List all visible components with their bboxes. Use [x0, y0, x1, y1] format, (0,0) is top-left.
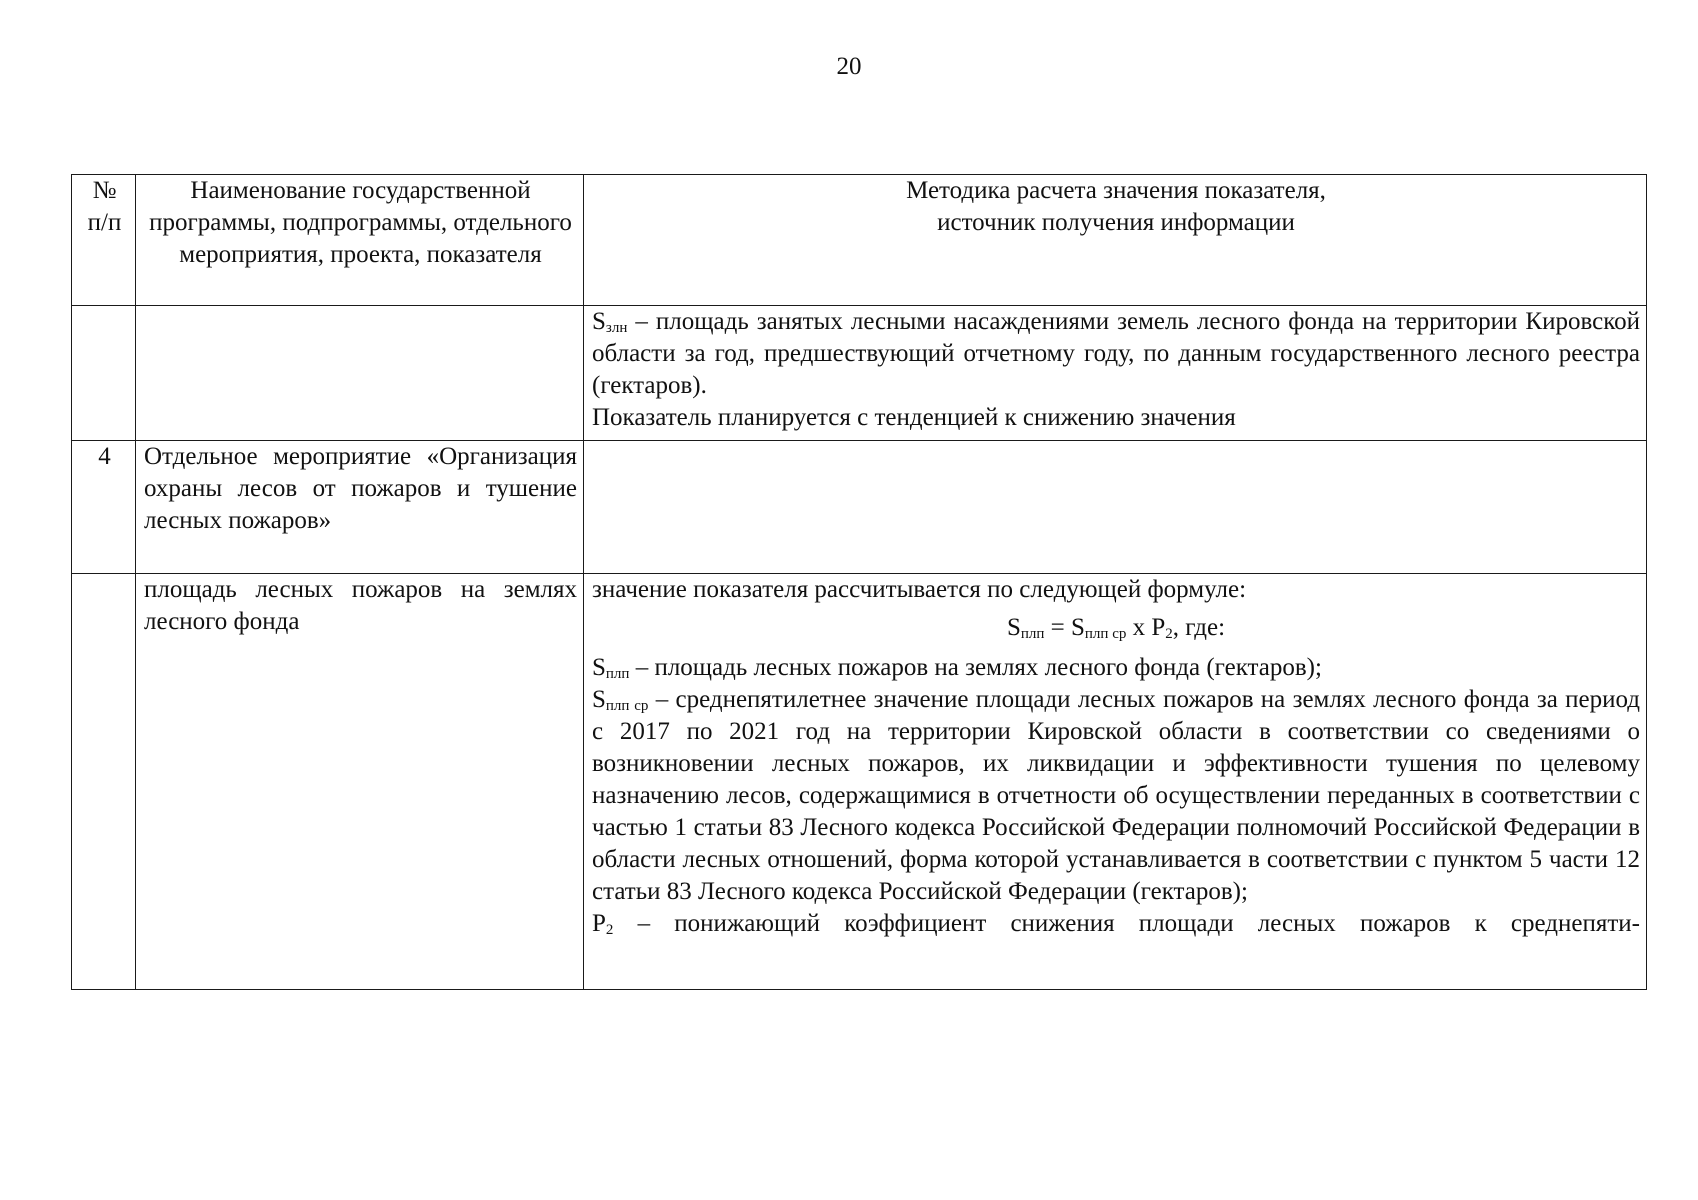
szln-symbol-subscript: злн: [605, 320, 628, 336]
page-number: 20: [836, 53, 862, 80]
formula: [592, 612, 1640, 644]
header-name-text: Наименование государственной программы, подпрограммы, отдельного мероприятия, проекта, показателя: [149, 177, 572, 268]
definition-splp-sr-text: – среднепятилетнее значение площади лесных пожаров на землях лесного фонда за период с 2017 по 2021 год на территории Кировской области в соответствии со сведениями о возникновении лесных пожаров, их ликвидации и эффективности тушения по целевому назначению лесов, содержащимися в отчетности об осуществлении переданных в соответствии с частью 1 статьи 83 Лесного кодекса Российской Федерации полномочий Российской Федерации в области лесных отношений, форма которой устанавливается в соответствии с пунктом 5 части 12 статьи 83 Лесного кодекса Российской Федерации (гектаров);: [592, 686, 1641, 905]
definition-splp-sr: [592, 684, 1640, 908]
indicator-methodology-table: [71, 174, 1647, 990]
header-number: [72, 175, 136, 306]
definition-splp-sr-symbol: S: [592, 686, 606, 713]
row-fire-area-number: [72, 574, 136, 990]
definition-splp-subscript: плп: [605, 666, 630, 682]
row-szln-name: [136, 306, 584, 441]
header-number-text: № п/п: [87, 177, 122, 236]
formula-sr-subscript: плп ср: [1084, 626, 1127, 642]
header-methodology-line2: источник получения информации: [937, 209, 1295, 236]
formula-equals: = S: [1044, 614, 1085, 641]
table-row-fire-area: [72, 574, 1647, 990]
definition-splp-text: – площадь лесных пожаров на землях лесного фонда (гектаров);: [629, 654, 1322, 681]
table-row-measure-4: [72, 441, 1647, 574]
header-name: [136, 175, 584, 306]
row-szln-methodology: [584, 306, 1647, 441]
szln-symbol: S: [592, 308, 606, 335]
row-measure-number: 4: [72, 441, 136, 574]
formula-tail: , где:: [1172, 614, 1226, 641]
table-row-szln: [72, 306, 1647, 441]
definition-splp-sr-subscript: плп ср: [605, 698, 649, 714]
row-fire-area-name: площадь лесных пожаров на землях лесного фонда: [136, 574, 584, 990]
definition-splp-symbol: S: [592, 654, 606, 681]
definition-p2: [592, 908, 1640, 940]
header-methodology: [584, 175, 1647, 306]
formula-intro: значение показателя рассчитывается по следующей формуле:: [592, 576, 1247, 603]
formula-times: x P: [1126, 614, 1166, 641]
table-header-row: [72, 175, 1647, 306]
definition-p2-text: – понижающий коэффициент снижения площади лесных пожаров к среднепяти-: [613, 910, 1640, 937]
row-measure-methodology: [584, 441, 1647, 574]
szln-note: Показатель планируется с тенденцией к снижению значения: [592, 404, 1236, 431]
row-measure-name: Отдельное мероприятие «Организация охраны лесов от пожаров и тушение лесных пожаров»: [136, 441, 584, 574]
header-methodology-line1: Методика расчета значения показателя,: [906, 177, 1326, 204]
formula-p-subscript: 2: [1165, 626, 1173, 642]
row-fire-area-methodology: [584, 574, 1647, 990]
formula-s: S: [1006, 614, 1021, 641]
row-szln-number: [72, 306, 136, 441]
formula-s-subscript: плп: [1020, 626, 1045, 642]
szln-definition: [592, 306, 1640, 402]
definition-p2-symbol: P: [592, 910, 606, 937]
definition-p2-subscript: 2: [605, 922, 614, 938]
szln-definition-text: – площадь занятых лесными насаждениями земель лесного фонда на территории Кировской области за год, предшествующий отчетному году, по данным государственного лесного реестра (гектаров).: [592, 308, 1640, 399]
definition-splp: [592, 652, 1640, 684]
